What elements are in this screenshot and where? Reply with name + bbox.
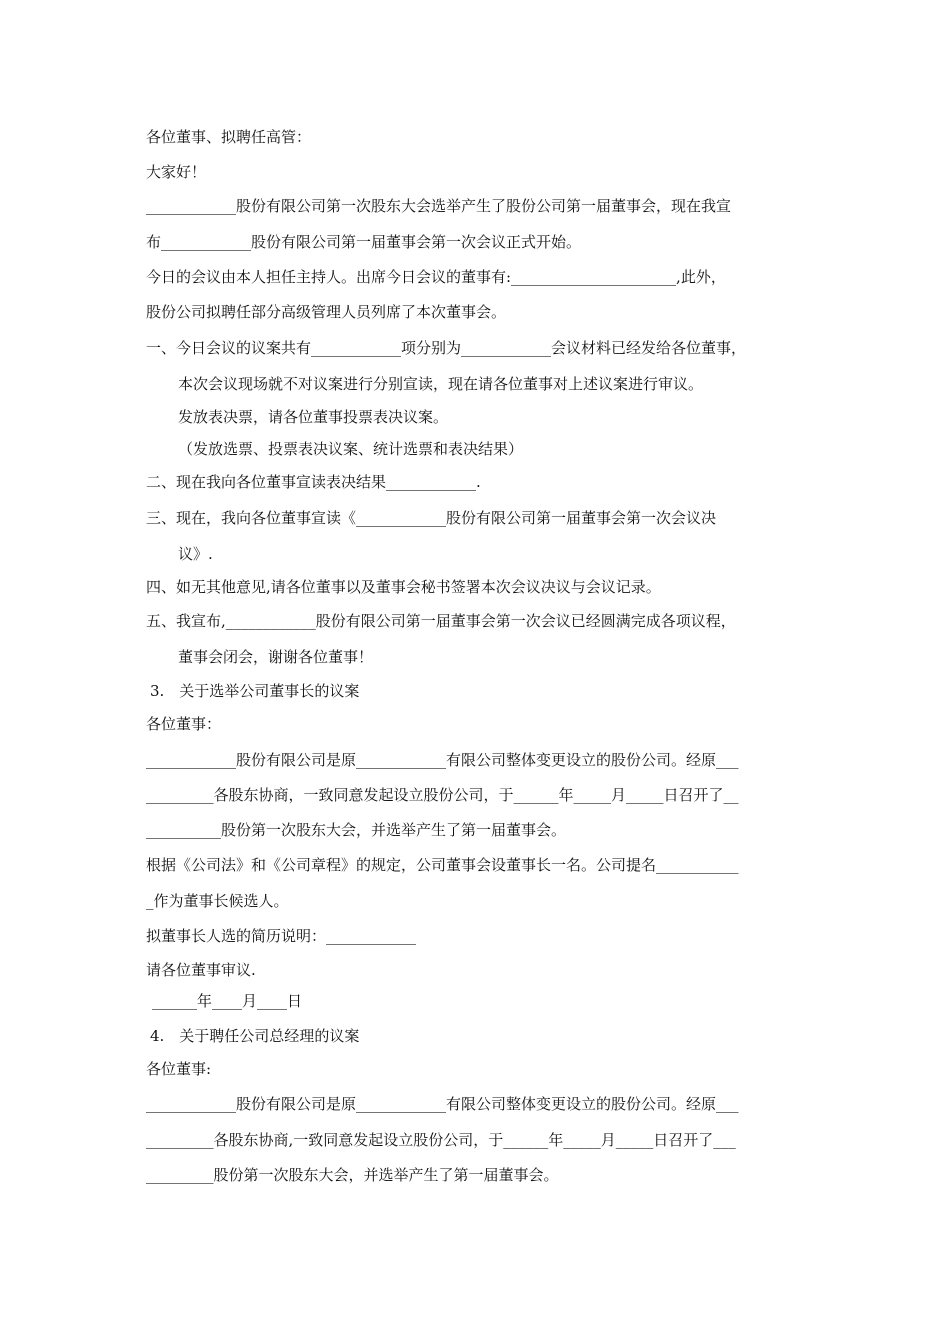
nomination-line: 根据《公司法》和《公司章程》的规定，公司董事会设董事长一名。公司提名___________ bbox=[146, 856, 739, 874]
agenda-item-5: 五、我宣布,____________股份有限公司第一届董事会第一次会议已经圆满完成各项议程， bbox=[146, 612, 736, 630]
company-background-line: _________各股东协商,一致同意发起设立股份公司，于______年_____月_____日召开了___ bbox=[146, 1131, 736, 1149]
resume-line: 拟董事长人选的简历说明：____________ bbox=[146, 927, 417, 945]
agenda-item-3-cont: 议》. bbox=[178, 545, 213, 563]
opening-paragraph-line: 布____________股份有限公司第一届董事会第一次会议正式开始。 bbox=[146, 233, 582, 251]
company-background-line: ____________股份有限公司是原____________有限公司整体变更设立的股份公司。经原___ bbox=[146, 751, 739, 769]
agenda-item-4: 四、如无其他意见,请各位董事以及董事会秘书签署本次会议决议与会议记录。 bbox=[146, 578, 661, 596]
attendance-line: 股份公司拟聘任部分高级管理人员列席了本次董事会。 bbox=[146, 303, 507, 321]
salutation-directors-executives: 各位董事、拟聘任高管： bbox=[146, 128, 312, 146]
review-request: 请各位董事审议. bbox=[146, 961, 256, 979]
company-background-line: ____________股份有限公司是原____________有限公司整体变更设立的股份公司。经原___ bbox=[146, 1095, 739, 1113]
date-line: ______年____月____日 bbox=[152, 992, 303, 1010]
company-background-line: _________各股东协商，一致同意发起设立股份公司，于______年_____月_____日召开了__ bbox=[146, 786, 739, 804]
agenda-item-3: 三、现在，我向各位董事宣读《____________股份有限公司第一届董事会第一次会议决 bbox=[146, 509, 717, 527]
agenda-item-1-cont: 本次会议现场就不对议案进行分别宣读，现在请各位董事对上述议案进行审议。 bbox=[178, 375, 704, 393]
attendance-line: 今日的会议由本人担任主持人。出席今日会议的董事有:______________________,此外， bbox=[146, 268, 726, 286]
agenda-item-2: 二、现在我向各位董事宣读表决结果____________. bbox=[146, 473, 481, 491]
agenda-item-5-cont: 董事会闭会，谢谢各位董事！ bbox=[178, 648, 374, 666]
agenda-item-1: 一、今日会议的议案共有____________项分别为____________会议材料已经发给各位董事， bbox=[146, 339, 747, 357]
section-heading-chairman: 3. 关于选举公司董事长的议案 bbox=[150, 682, 360, 700]
nomination-line: _作为董事长候选人。 bbox=[146, 892, 289, 910]
greeting: 大家好！ bbox=[146, 163, 207, 181]
agenda-item-1-note: （发放选票、投票表决议案、统计选票和表决结果） bbox=[178, 440, 524, 458]
company-background-line: _________股份第一次股东大会，并选举产生了第一届董事会。 bbox=[146, 1166, 559, 1184]
salutation-directors: 各位董事: bbox=[146, 1060, 212, 1078]
company-background-line: __________股份第一次股东大会，并选举产生了第一届董事会。 bbox=[146, 821, 567, 839]
salutation-directors: 各位董事： bbox=[146, 715, 222, 733]
opening-paragraph-line: ____________股份有限公司第一次股东大会选举产生了股份公司第一届董事会，现在我宣 bbox=[146, 197, 732, 215]
agenda-item-1-cont: 发放表决票，请各位董事投票表决议案。 bbox=[178, 408, 449, 426]
section-heading-general-manager: 4. 关于聘任公司总经理的议案 bbox=[150, 1027, 360, 1045]
